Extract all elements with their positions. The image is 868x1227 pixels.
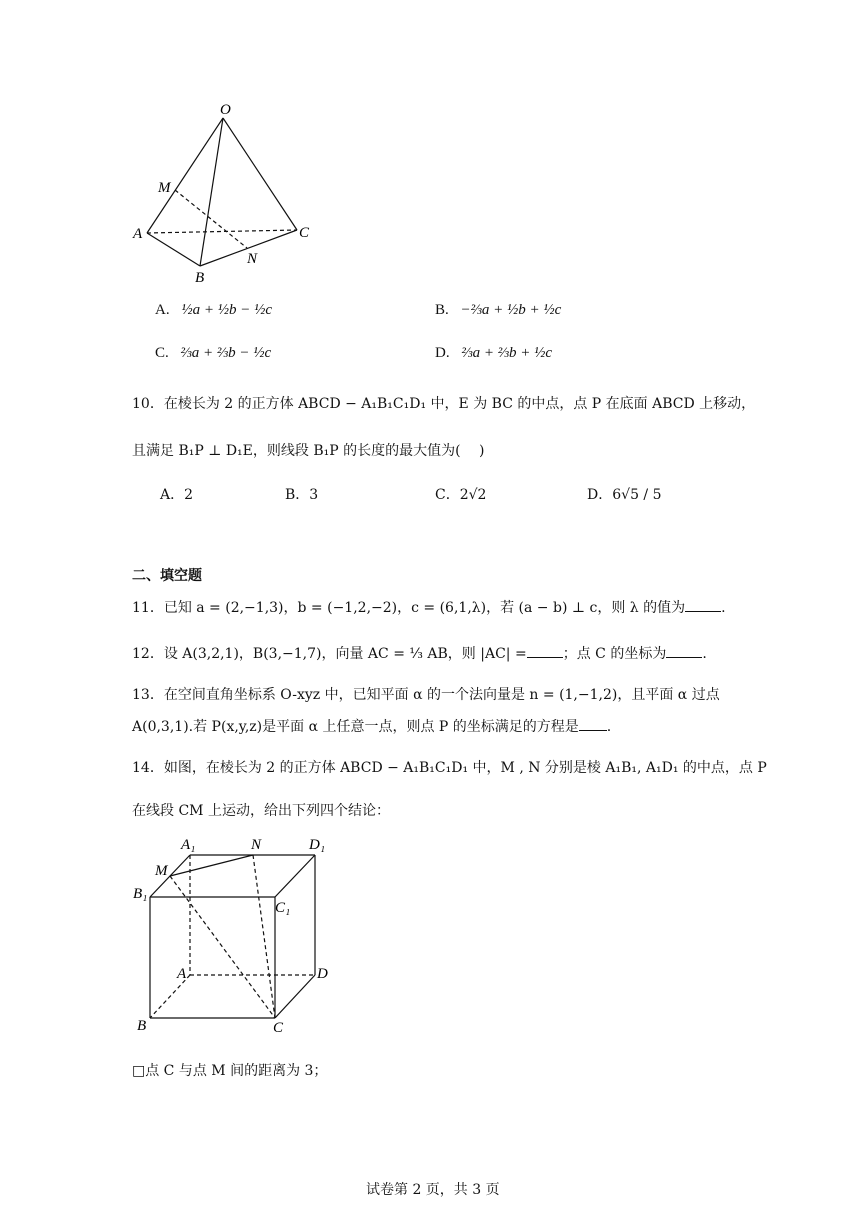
tetrahedron-figure <box>125 100 325 290</box>
option-expr: ⅔a + ⅔b + ½c <box>461 345 552 361</box>
label-A: A <box>177 966 187 982</box>
label-B: B <box>137 1018 147 1034</box>
answer-blank[interactable] <box>579 716 607 731</box>
option-letter: C. <box>155 345 169 361</box>
cube-figure <box>125 830 355 1040</box>
label-A1: A₁ <box>181 837 196 853</box>
q10-option-b <box>285 484 318 504</box>
q12-end: . <box>702 646 707 662</box>
option-letter: A. <box>155 302 170 318</box>
label-B1: B₁ <box>133 886 148 902</box>
option-value: 3 <box>309 487 319 503</box>
q13-text: A(0,3,1).若 P(x,y,z)是平面 α 上任意一点，则点 P 的坐标满足的方程是 <box>132 719 579 735</box>
q10-option-a <box>160 484 193 504</box>
label-M: M <box>155 863 168 879</box>
label-N: N <box>247 251 258 267</box>
q13-line1: 13．在空间直角坐标系 O-xyz 中，已知平面 α 的一个法向量是 n = (1,−1,2)，且平面 α 过点 <box>132 687 720 703</box>
q10-line2: 且满足 B₁P ⊥ D₁E，则线段 B₁P 的长度的最大值为( ) <box>132 443 485 459</box>
label-A: A <box>133 226 143 242</box>
label-M: M <box>158 180 171 196</box>
option-expr: ½a + ½b − ½c <box>181 302 272 318</box>
q12-mid: ；点 C 的坐标为 <box>562 646 667 662</box>
answer-blank[interactable] <box>666 643 702 658</box>
q9-option-b <box>435 302 561 319</box>
q9-option-a <box>155 302 272 319</box>
label-B: B <box>195 270 205 286</box>
option-letter: D. <box>435 345 450 361</box>
q14-line2: 在线段 CM 上运动，给出下列四个结论： <box>132 803 390 819</box>
option-value: 2√2 <box>459 487 487 503</box>
label-N: N <box>251 837 262 853</box>
option-expr: −⅔a + ½b + ½c <box>460 302 562 318</box>
q12-text: 12．设 A(3,2,1)，B(3,−1,7)，向量 AC = ⅓ AB，则 |AC| = <box>132 646 527 662</box>
q10-line1: 10．在棱长为 2 的正方体 ABCD − A₁B₁C₁D₁ 中，E 为 BC 的中点，点 P 在底面 ABCD 上移动， <box>132 396 756 412</box>
q14-conclusion-1: □点 C 与点 M 间的距离为 3； <box>132 1063 328 1079</box>
label-C1: C₁ <box>275 900 291 916</box>
option-value: 2 <box>184 487 194 503</box>
label-O: O <box>220 102 231 118</box>
option-letter: C． <box>435 487 460 503</box>
q10-option-c <box>435 484 486 504</box>
option-letter: A． <box>160 487 185 503</box>
q9-option-c <box>155 345 271 362</box>
section-title: 二、填空题 <box>132 568 202 584</box>
q13-line2 <box>132 716 611 736</box>
q9-option-d <box>435 345 552 362</box>
q11-end: . <box>721 600 726 616</box>
label-D: D <box>317 966 328 982</box>
label-D1: D₁ <box>309 837 326 853</box>
option-expr: ⅔a + ⅔b − ½c <box>180 345 272 361</box>
answer-blank[interactable] <box>527 643 563 658</box>
option-letter: B. <box>435 302 449 318</box>
option-letter: D． <box>587 487 613 503</box>
answer-blank[interactable] <box>685 597 721 612</box>
q12 <box>132 643 707 663</box>
q14-line1: 14．如图，在棱长为 2 的正方体 ABCD − A₁B₁C₁D₁ 中，M , N 分别是棱 A₁B₁, A₁D₁ 的中点，点 P <box>132 760 767 776</box>
page-footer: 试卷第 2 页，共 3 页 <box>366 1182 500 1198</box>
q13-end: . <box>606 719 612 735</box>
label-C: C <box>299 225 310 241</box>
option-value: 6√5 / 5 <box>612 487 662 503</box>
q11-text: 11．已知 a = (2,−1,3)，b = (−1,2,−2)，c = (6,1,λ)，若 (a − b) ⊥ c，则 λ 的值为 <box>132 600 686 616</box>
q11 <box>132 597 726 617</box>
label-C: C <box>273 1020 284 1036</box>
q10-option-d <box>587 484 662 504</box>
option-letter: B． <box>285 487 310 503</box>
